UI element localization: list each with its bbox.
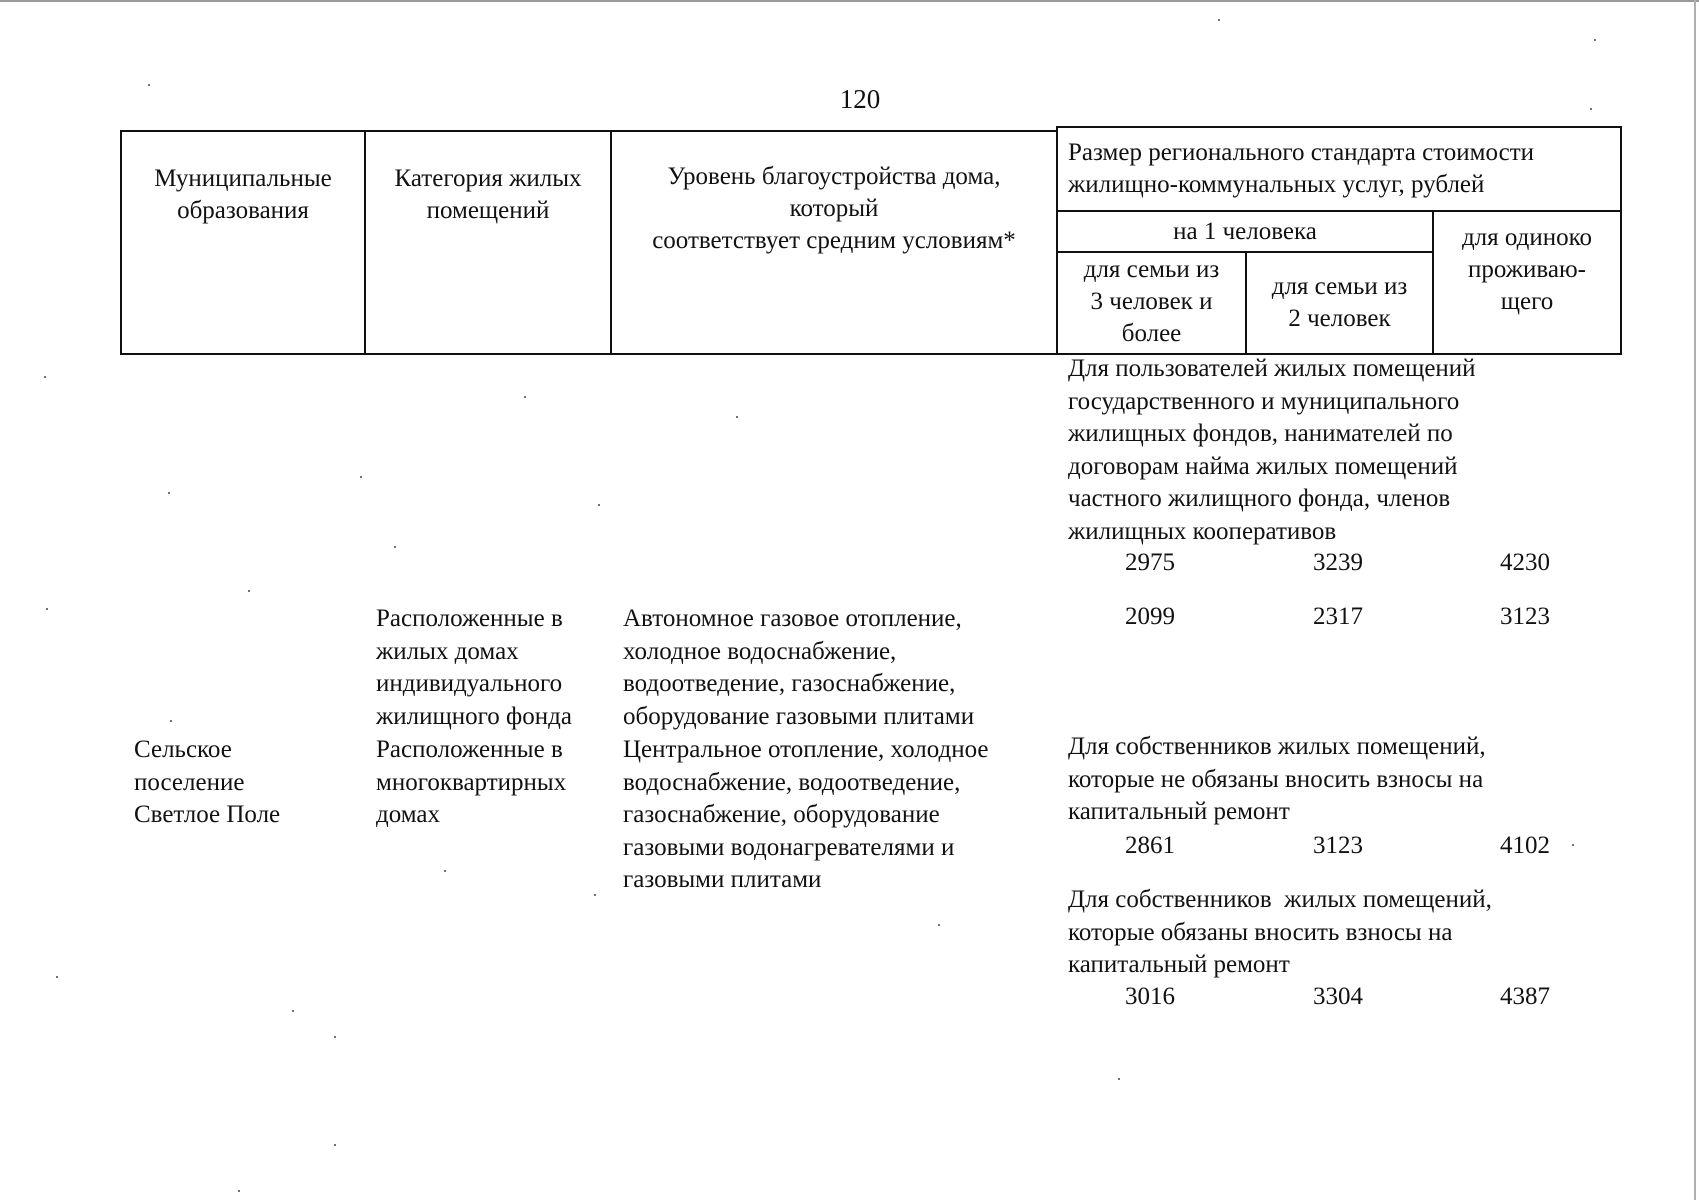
- row3-not-obliged-value-single: 4102: [1500, 832, 1550, 859]
- scan-speck: [394, 546, 396, 548]
- owners-not-obliged-line2: которые не обязаны вносить взносы на: [1068, 765, 1484, 793]
- owners-not-obliged-line3: капитальный ремонт: [1068, 798, 1290, 825]
- row1-value-family3: 2975: [1125, 549, 1175, 576]
- scan-speck: [238, 1190, 240, 1192]
- row3-level-line2: водоснабжение, водоотведение,: [623, 768, 961, 796]
- row3-level-line1: Центральное отопление, холодное: [623, 736, 989, 763]
- row2-level-line3: водоотведение, газоснабжение,: [623, 670, 956, 697]
- row2-level-line4: оборудование газовыми плитами: [623, 702, 975, 730]
- header-single-line3: щего: [1500, 288, 1554, 315]
- header-municipal-line2: образования: [177, 197, 309, 224]
- row3-category-line1: Расположенные в: [376, 736, 563, 763]
- scan-speck: [1118, 1078, 1120, 1080]
- header-family3-line3: более: [1121, 320, 1182, 347]
- row3-obliged-value-family2: 3304: [1313, 983, 1363, 1010]
- owners-obliged-line3: капитальный ремонт: [1068, 951, 1290, 978]
- row3-not-obliged-value-family3: 2861: [1125, 832, 1175, 859]
- owners-not-obliged-line1: Для собственников жилых помещений,: [1068, 733, 1486, 760]
- row3-level-line3: газоснабжение, оборудование: [623, 801, 940, 828]
- scan-speck: [594, 894, 596, 896]
- scan-edge-top: [0, 0, 1699, 2]
- table-top-border-left: [120, 130, 1056, 132]
- row2-category-line3: индивидуального: [376, 670, 563, 697]
- header-family2-line2: 2 человек: [1288, 305, 1391, 332]
- scan-speck: [938, 924, 940, 926]
- tenants-note-line5: частного жилищного фонда, членов: [1068, 485, 1451, 512]
- scan-speck: [1218, 19, 1220, 21]
- row2-value-family2: 2317: [1313, 603, 1363, 630]
- tenants-note-line2: государственного и муниципального: [1068, 387, 1460, 415]
- table-top-border-right: [1056, 126, 1622, 128]
- scan-speck: [1590, 108, 1592, 110]
- row3-level-line4: газовыми водонагревателями и: [623, 833, 955, 861]
- scan-speck: [168, 492, 170, 494]
- table-right-border: [1620, 126, 1622, 355]
- page-number: 120: [839, 84, 881, 114]
- scan-speck: [1572, 844, 1574, 846]
- scan-speck: [334, 1036, 336, 1038]
- row1-value-single: 4230: [1500, 549, 1550, 576]
- header-standard-line1: Размер регионального стандарта стоимости: [1068, 139, 1535, 166]
- scan-speck: [334, 1144, 336, 1146]
- scan-speck: [170, 720, 172, 722]
- scan-speck: [248, 590, 250, 592]
- scan-speck: [148, 84, 150, 86]
- row3-category-line3: домах: [376, 801, 440, 828]
- municipality-line3: Светлое Поле: [134, 801, 281, 828]
- scan-speck: [1594, 39, 1596, 41]
- header-family3-line1: для семьи из: [1083, 256, 1220, 283]
- scan-speck: [44, 376, 46, 378]
- scan-speck: [736, 416, 738, 418]
- header-level-line2: который: [789, 195, 879, 222]
- scan-speck: [444, 870, 446, 872]
- header-level-line3: соответствует средним условиям*: [652, 227, 1016, 254]
- row3-obliged-value-single: 4387: [1500, 983, 1550, 1010]
- tenants-note-line6: жилищных кооперативов: [1068, 517, 1337, 545]
- scan-speck: [46, 608, 48, 610]
- scan-speck: [360, 476, 362, 478]
- row1-value-family2: 3239: [1313, 549, 1363, 576]
- header-per-person: на 1 человека: [1173, 218, 1317, 245]
- scan-speck: [56, 976, 58, 978]
- row2-category-line2: жилых домах: [376, 637, 519, 665]
- tenants-note-line4: договорам найма жилых помещений: [1068, 452, 1458, 480]
- standard-subheader-line: [1056, 210, 1622, 212]
- owners-obliged-line1: Для собственников жилых помещений,: [1068, 886, 1492, 913]
- tenants-note-line3: жилищных фондов, нанимателей по: [1068, 420, 1453, 447]
- scan-edge-right: [1694, 0, 1696, 1200]
- municipality-line1: Сельское: [134, 736, 232, 763]
- scan-speck: [292, 1010, 294, 1012]
- row2-level-line1: Автономное газовое отопление,: [623, 605, 962, 632]
- row2-category-line1: Расположенные в: [376, 605, 563, 632]
- tenants-note-line1: Для пользователей жилых помещений: [1068, 355, 1476, 382]
- row2-category-line4: жилищного фонда: [376, 702, 572, 730]
- row3-not-obliged-value-family2: 3123: [1313, 832, 1363, 859]
- header-municipal-line1: Муниципальные: [154, 165, 332, 192]
- header-single-line1: для одиноко: [1461, 224, 1593, 251]
- header-family2-line1: для семьи из: [1271, 273, 1408, 300]
- header-category-line1: Категория жилых: [394, 165, 582, 192]
- header-single-line2: проживаю-: [1468, 256, 1586, 283]
- owners-obliged-line2: которые обязаны вносить взносы на: [1068, 918, 1453, 946]
- header-standard-line2: жилищно-коммунальных услуг, рублей: [1068, 171, 1485, 198]
- row2-value-single: 3123: [1500, 603, 1550, 630]
- header-level-line1: Уровень благоустройства дома,: [667, 163, 1001, 190]
- row3-level-line5: газовыми плитами: [623, 866, 822, 893]
- header-family3-line2: 3 человек и: [1090, 288, 1213, 315]
- row2-value-family3: 2099: [1125, 603, 1175, 630]
- municipality-line2: поселение: [134, 768, 245, 796]
- row3-category-line2: многоквартирных: [376, 768, 567, 796]
- scan-speck: [524, 396, 526, 398]
- header-category-line2: помещений: [426, 197, 550, 224]
- row3-obliged-value-family3: 3016: [1125, 983, 1175, 1010]
- row2-level-line2: холодное водоснабжение,: [623, 637, 897, 665]
- scan-speck: [598, 504, 600, 506]
